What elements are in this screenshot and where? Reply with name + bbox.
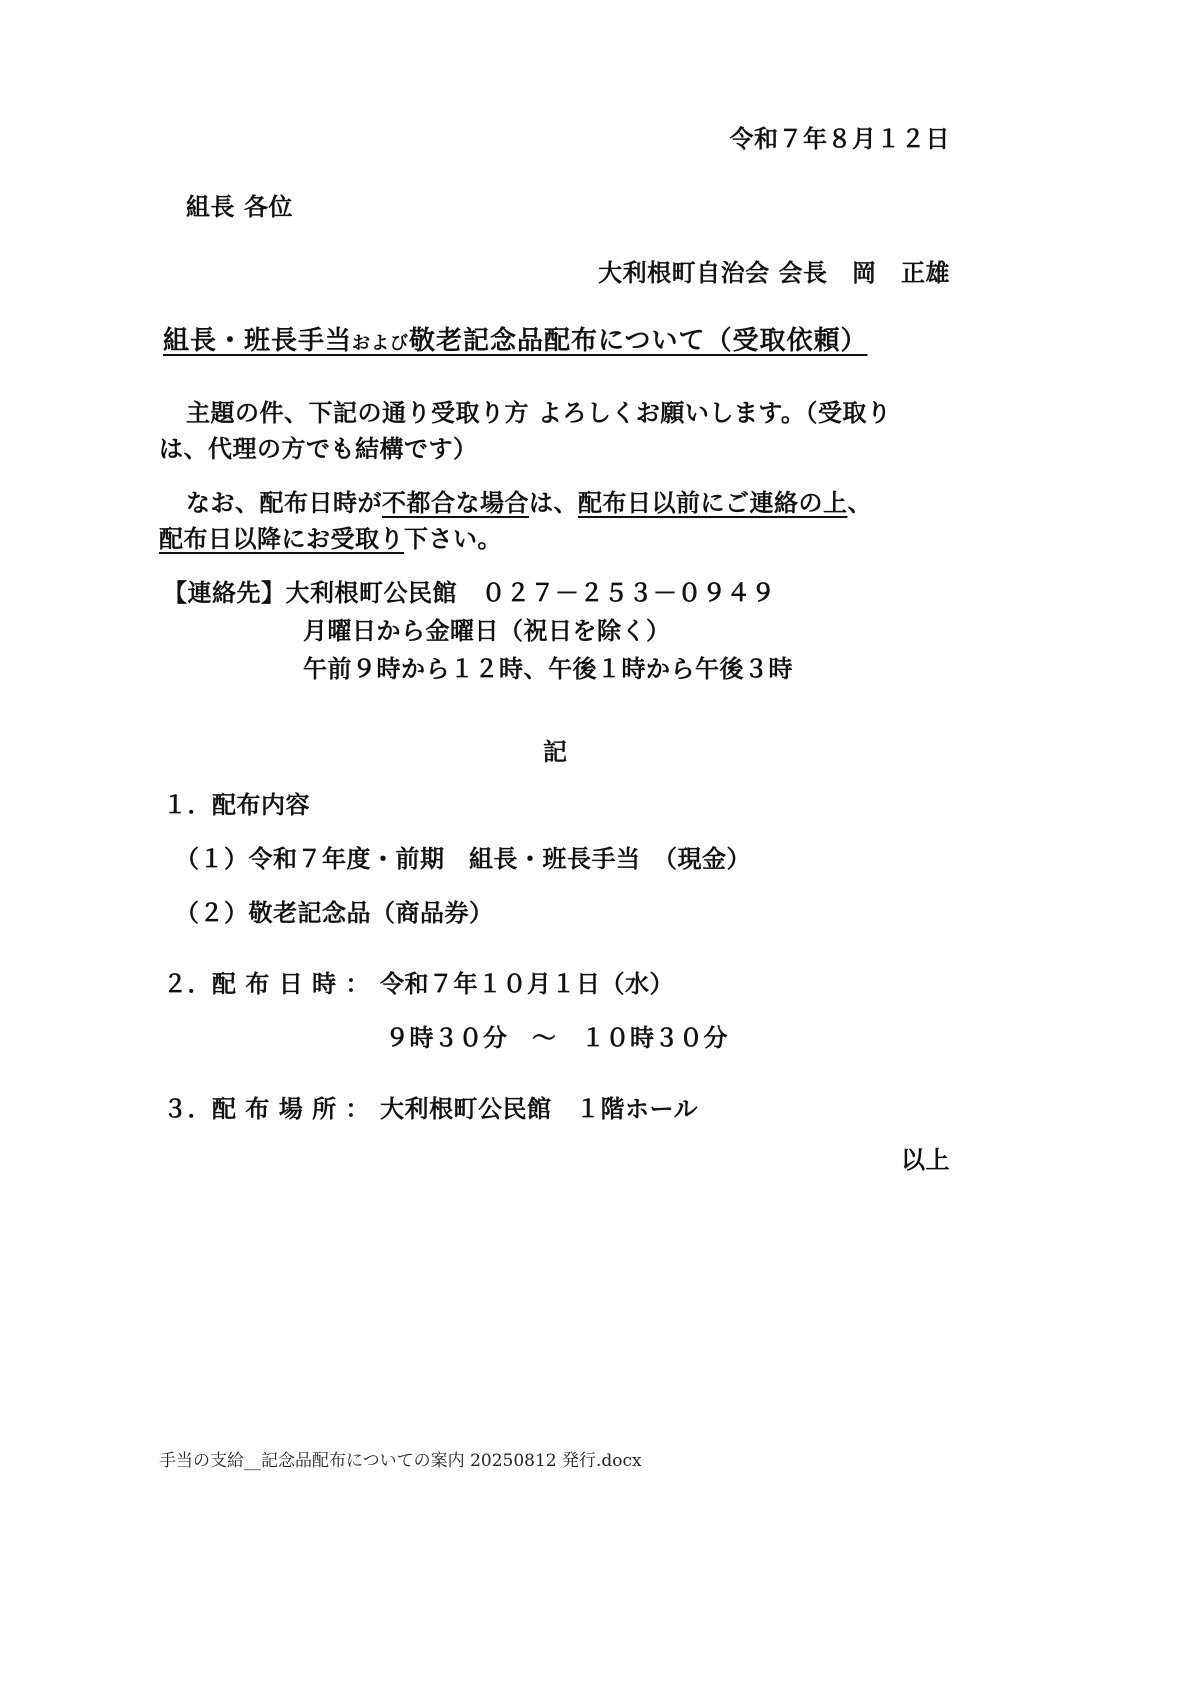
contact-hours: 午前９時から１２時、午後１時から午後３時 (303, 655, 793, 683)
title-part-3: 敬老記念品配布について（受取依頼） (409, 326, 868, 356)
recipient-line: 組長 各位 (186, 193, 293, 221)
contact-place-phone: 大利根町公民館 ０２７－２５３－０９４９ (285, 579, 776, 607)
p2-receive-after: 配布日以降にお受取り (159, 525, 404, 553)
contact-line-1 (163, 578, 776, 608)
title-part-2: および (352, 333, 410, 354)
item-1-sub-2: （２）敬老記念品（商品券） (175, 899, 494, 927)
document-title (163, 326, 868, 359)
item-2-label: ２．配 布 日 時 ： (163, 970, 370, 998)
document-date: 令和７年８月１２日 (729, 125, 950, 153)
p2-text-e: 、 (847, 489, 872, 517)
item-3-label: ３．配 布 場 所 ： (163, 1095, 370, 1123)
paragraph-2-line-2 (159, 524, 502, 554)
item-2-date: 令和７年１０月１日（水） (380, 970, 674, 998)
contact-label: 【連絡先】 (163, 579, 286, 607)
footer-filename: 手当の支給__記念品配布についての案内 20250812 発行.docx (159, 1451, 642, 1471)
contact-days: 月曜日から金曜日（祝日を除く） (303, 617, 671, 645)
p2-text-a: なお、配布日時が (186, 489, 382, 517)
paragraph-1-line-2: は、代理の方でも結構です） (159, 435, 478, 463)
item-2-time: ９時３０分 ～ １０時３０分 (385, 1024, 728, 1052)
p2-contact-before: 配布日以前にご連絡の上 (578, 489, 848, 517)
paragraph-2-line-1 (186, 488, 872, 518)
p2-text-c: は、 (529, 489, 578, 517)
p2-inconvenient: 不都合な場合 (382, 489, 529, 517)
ki-heading: 記 (543, 738, 568, 766)
paragraph-1-line-1: 主題の件、下記の通り受取り方 よろしくお願いします。（受取り (186, 399, 892, 427)
item-1-heading: １．配布内容 (163, 791, 310, 819)
title-part-1: 組長・班長手当 (163, 326, 353, 356)
p2-text-g: 下さい。 (404, 525, 502, 553)
sender-line: 大利根町自治会 会長 岡 正雄 (598, 259, 950, 287)
closing-text: 以上 (901, 1146, 950, 1174)
item-1-sub-1: （１）令和７年度・前期 組長・班長手当 （現金） (175, 845, 751, 873)
item-3-place: 大利根町公民館 １階ホール (380, 1095, 699, 1123)
